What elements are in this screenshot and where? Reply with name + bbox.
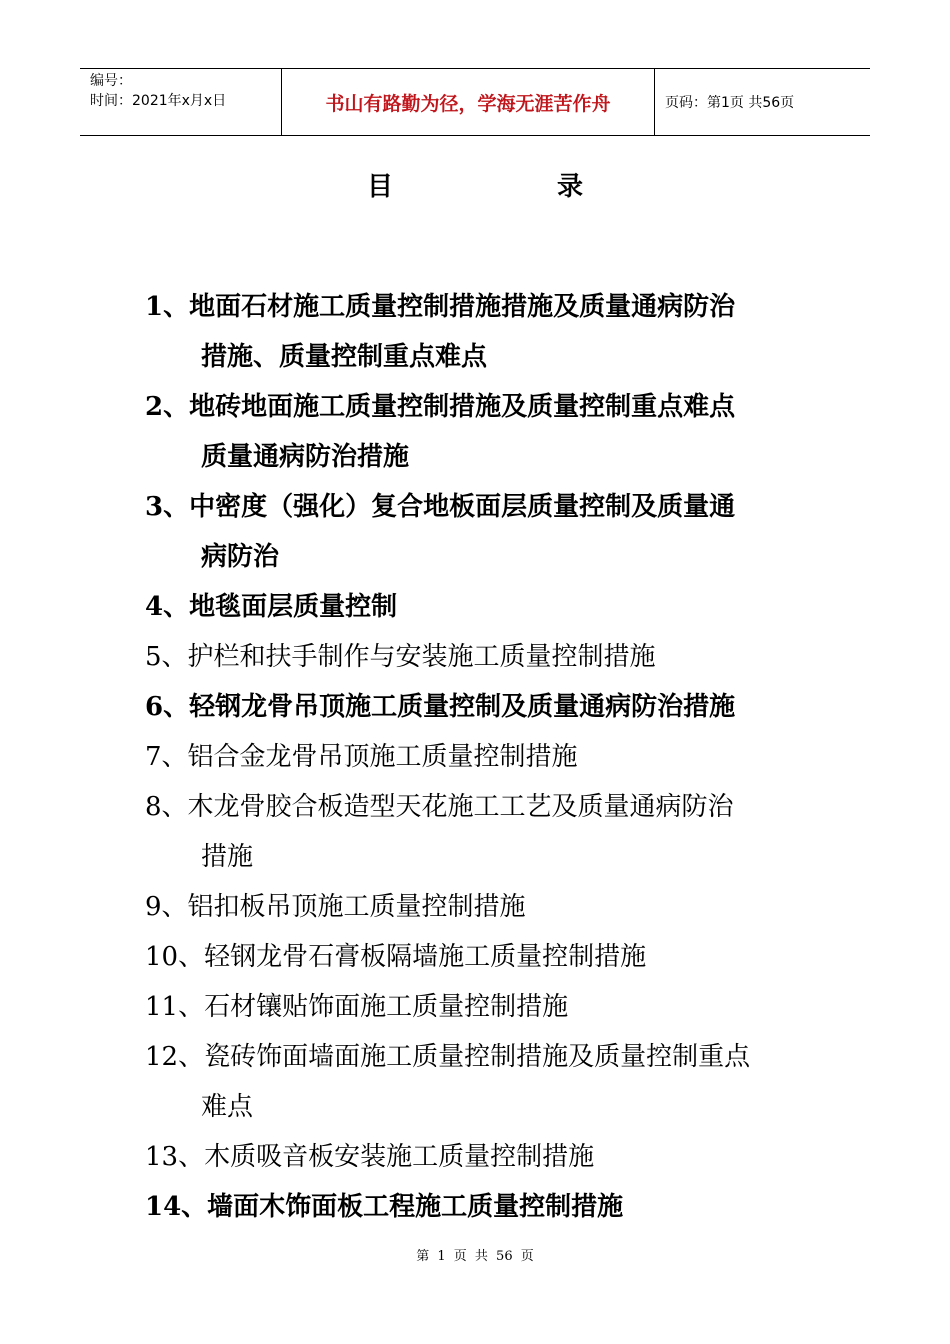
toc-entry bbox=[145, 482, 825, 582]
table-of-contents bbox=[145, 282, 825, 1232]
toc-entry-continuation: 病防治 bbox=[201, 542, 280, 572]
toc-entry-line: 12、瓷砖饰面墙面施工质量控制措施及质量控制重点 bbox=[145, 1042, 751, 1072]
toc-entry bbox=[145, 682, 825, 732]
toc-entry bbox=[145, 282, 825, 382]
toc-entry-line: 4、地毯面层质量控制 bbox=[145, 592, 398, 622]
toc-entry-continuation: 措施、质量控制重点难点 bbox=[201, 342, 488, 372]
toc-entry-continuation: 难点 bbox=[201, 1092, 254, 1122]
toc-entry bbox=[145, 732, 825, 782]
toc-entry bbox=[145, 1182, 825, 1232]
toc-entry bbox=[145, 1132, 825, 1182]
toc-entry bbox=[145, 382, 825, 482]
header-meta bbox=[80, 69, 282, 135]
toc-entry bbox=[145, 632, 825, 682]
toc-entry-continuation: 质量通病防治措施 bbox=[201, 442, 410, 472]
toc-entry bbox=[145, 882, 825, 932]
toc-title-char-1: 目 bbox=[366, 172, 393, 202]
toc-entry-line: 1、地面石材施工质量控制措施措施及质量通病防治 bbox=[145, 292, 736, 322]
header-page-info: 页码：第1页 共56页 bbox=[665, 95, 795, 111]
page-footer: 第 1 页 共 56 页 bbox=[416, 1249, 534, 1264]
serial-label: 编号： bbox=[90, 73, 132, 89]
toc-entry-line: 10、轻钢龙骨石膏板隔墙施工质量控制措施 bbox=[145, 942, 647, 972]
page-header bbox=[80, 68, 870, 136]
toc-title bbox=[0, 166, 950, 203]
toc-entry bbox=[145, 782, 825, 882]
toc-entry-line: 8、木龙骨胶合板造型天花施工工艺及质量通病防治 bbox=[145, 792, 734, 822]
toc-entry-line: 9、铝扣板吊顶施工质量控制措施 bbox=[145, 892, 526, 922]
toc-entry-line: 7、铝合金龙骨吊顶施工质量控制措施 bbox=[145, 742, 578, 772]
toc-title-char-2: 录 bbox=[557, 172, 584, 202]
time-label: 时间：2021年x月x日 bbox=[90, 93, 227, 109]
toc-entry bbox=[145, 1032, 825, 1132]
toc-entry-line: 2、地砖地面施工质量控制措施及质量控制重点难点 bbox=[145, 392, 736, 422]
toc-entry-line: 13、木质吸音板安装施工质量控制措施 bbox=[145, 1142, 595, 1172]
toc-entry-line: 5、护栏和扶手制作与安装施工质量控制措施 bbox=[145, 642, 656, 672]
toc-entry-line: 3、中密度（强化）复合地板面层质量控制及质量通 bbox=[145, 492, 736, 522]
toc-entry bbox=[145, 982, 825, 1032]
toc-entry bbox=[145, 582, 825, 632]
toc-entry bbox=[145, 932, 825, 982]
toc-entry-line: 14、墙面木饰面板工程施工质量控制措施 bbox=[145, 1192, 624, 1222]
header-motto: 书山有路勤为径，学海无涯苦作舟 bbox=[282, 69, 655, 135]
toc-entry-line: 11、石材镶贴饰面施工质量控制措施 bbox=[145, 992, 569, 1022]
toc-entry-line: 6、轻钢龙骨吊顶施工质量控制及质量通病防治措施 bbox=[145, 692, 736, 722]
toc-entry-continuation: 措施 bbox=[201, 842, 254, 872]
